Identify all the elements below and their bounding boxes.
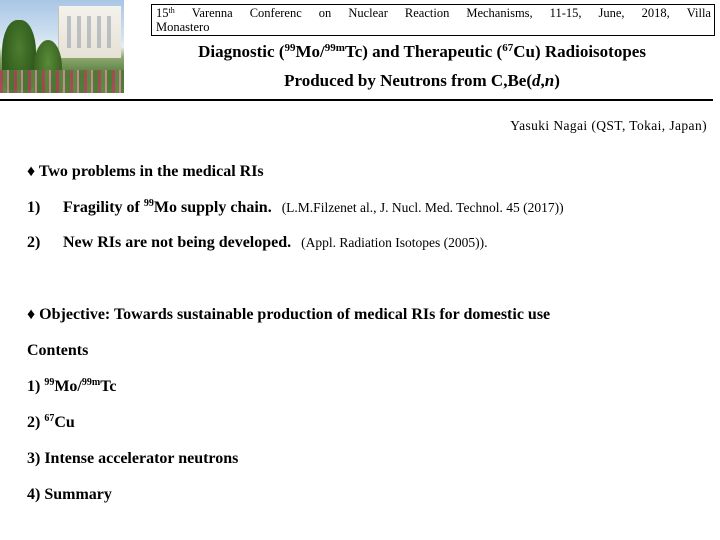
contents-item-1: 1) $^{99}$Mo/$^{99m}$Tc xyxy=(27,377,117,395)
author-affiliation: Yasuki Nagai (QST, Tokai, Japan) xyxy=(510,118,707,133)
conf-word: 11-15, xyxy=(549,6,582,20)
conf-word: Varenna xyxy=(191,6,233,20)
reference-citation: (Appl. Radiation Isotopes (2005)). xyxy=(301,235,488,250)
contents-heading: Contents xyxy=(27,342,89,359)
conf-word: Villa xyxy=(686,6,711,20)
slide-title-line-2: Produced by Neutrons from C,Be(d,n) xyxy=(284,71,560,90)
problem-item-1: 1) Fragility of $^{99}$Mo supply chain. (L.M.Filzenet al., J. Nucl. Med. Technol. 45 (2017)) xyxy=(27,198,564,216)
conference-banner xyxy=(151,4,715,36)
conf-word: Reaction xyxy=(404,6,450,20)
problem-item-2: 2) New RIs are not being developed. (Appl. Radiation Isotopes (2005)). xyxy=(27,234,488,251)
conference-line-2: Monastero xyxy=(156,20,210,34)
reference-citation: (L.M.Filzenet al., J. Nucl. Med. Technol. 45 (2017)) xyxy=(281,200,564,215)
conf-word: on xyxy=(318,6,332,20)
objective-statement: ♦ Objective: Towards sustainable production of medical RIs for domestic use xyxy=(27,306,551,323)
conference-line-1 xyxy=(156,6,711,20)
title-divider xyxy=(0,99,713,101)
conf-word: Mechanisms, xyxy=(466,6,533,20)
conf-ordinal: 15th xyxy=(156,6,175,20)
conf-word: Nuclear xyxy=(348,6,388,20)
conf-word: Conferenc xyxy=(249,6,302,20)
contents-item-3: 3) Intense accelerator neutrons xyxy=(27,450,239,467)
photo-flowerbed xyxy=(0,70,124,93)
conf-word: June, xyxy=(598,6,625,20)
contents-item-4: 4) Summary xyxy=(27,486,112,503)
slide-title-line-1: Diagnostic ($^{99}$Mo/$^{99m}$Tc) and Therapeutic ($^{67}$Cu) Radioisotopes xyxy=(198,42,646,61)
section-heading-problems: ♦ Two problems in the medical RIs xyxy=(27,163,264,180)
conf-word: 2018, xyxy=(641,6,670,20)
contents-item-2: 2) $^{67}$Cu xyxy=(27,413,75,431)
header-photo-villa-monastero xyxy=(0,0,124,93)
diamond-bullet-icon: ♦ xyxy=(27,306,36,323)
photo-villa xyxy=(58,6,121,58)
diamond-bullet-icon: ♦ xyxy=(27,163,36,180)
